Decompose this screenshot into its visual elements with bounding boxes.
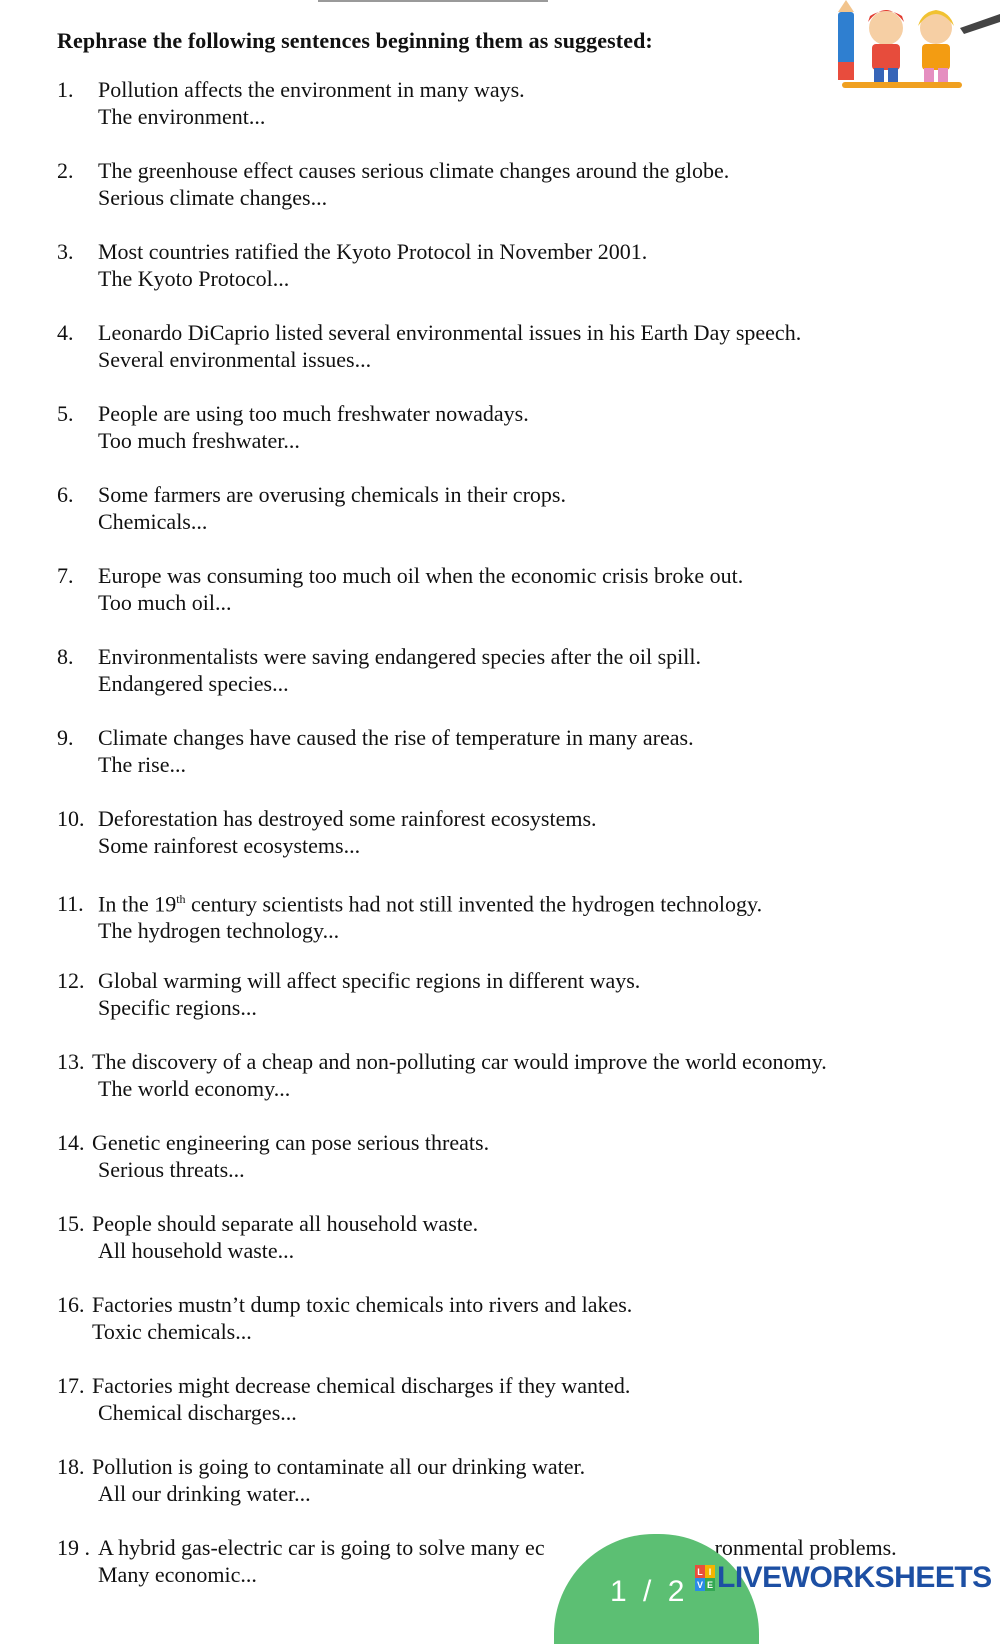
question-sentence: Leonardo DiCaprio listed several environmental issues in his Earth Day speech. bbox=[98, 320, 802, 345]
question-2 bbox=[57, 157, 957, 211]
answer-prompt: Chemicals... bbox=[98, 509, 208, 534]
question-13 bbox=[57, 1048, 957, 1102]
question-11 bbox=[57, 886, 957, 944]
page-indicator: 1 / 2 bbox=[610, 1575, 689, 1608]
question-sentence-end: century scientists had not still invented the hydrogen technology. bbox=[185, 891, 763, 917]
question-5 bbox=[57, 400, 957, 454]
question-8 bbox=[57, 643, 957, 697]
question-15 bbox=[57, 1210, 957, 1264]
question-number: 19 . bbox=[57, 1535, 90, 1560]
question-sentence: Pollution is going to contaminate all our drinking water. bbox=[92, 1454, 586, 1479]
answer-prompt: Several environmental issues... bbox=[98, 347, 372, 372]
answer-prompt: Toxic chemicals... bbox=[92, 1319, 252, 1344]
answer-prompt: The Kyoto Protocol... bbox=[98, 266, 290, 291]
question-number: 7. bbox=[57, 563, 74, 588]
top-rule bbox=[318, 0, 548, 2]
question-number: 3. bbox=[57, 239, 74, 264]
question-18 bbox=[57, 1453, 957, 1507]
answer-prompt: The world economy... bbox=[98, 1076, 291, 1101]
question-sentence: Most countries ratified the Kyoto Protocol in November 2001. bbox=[98, 239, 648, 264]
question-7 bbox=[57, 562, 957, 616]
answer-prompt: Many economic... bbox=[98, 1562, 257, 1587]
question-sentence: Climate changes have caused the rise of temperature in many areas. bbox=[98, 725, 694, 750]
question-number: 12. bbox=[57, 968, 85, 993]
question-number: 5. bbox=[57, 401, 74, 426]
answer-prompt: Endangered species... bbox=[98, 671, 289, 696]
answer-prompt: Chemical discharges... bbox=[98, 1400, 297, 1425]
question-sentence-start: A hybrid gas-electric car is going to solve many ec bbox=[98, 1535, 545, 1560]
answer-prompt: The environment... bbox=[98, 104, 266, 129]
question-number: 15. bbox=[57, 1211, 85, 1236]
worksheet-title: Rephrase the following sentences beginning them as suggested: bbox=[57, 28, 653, 53]
question-sentence: Environmentalists were saving endangered species after the oil spill. bbox=[98, 644, 701, 669]
question-16 bbox=[57, 1291, 957, 1345]
answer-prompt: Specific regions... bbox=[98, 995, 257, 1020]
question-sentence: Some farmers are overusing chemicals in their crops. bbox=[98, 482, 566, 507]
question-sentence: People should separate all household waste. bbox=[92, 1211, 479, 1236]
question-14 bbox=[57, 1129, 957, 1183]
question-sentence: Pollution affects the environment in many ways. bbox=[98, 77, 525, 102]
question-sentence: The greenhouse effect causes serious climate changes around the globe. bbox=[98, 158, 730, 183]
question-number: 13. bbox=[57, 1049, 85, 1074]
answer-prompt: The rise... bbox=[98, 752, 186, 777]
question-sentence: Factories mustn’t dump toxic chemicals into rivers and lakes. bbox=[92, 1292, 633, 1317]
question-sentence: Deforestation has destroyed some rainforest ecosystems. bbox=[98, 806, 597, 831]
question-number: 1. bbox=[57, 77, 74, 102]
question-sentence: Genetic engineering can pose serious threats. bbox=[92, 1130, 490, 1155]
question-17 bbox=[57, 1372, 957, 1426]
question-sentence: Global warming will affect specific regions in different ways. bbox=[98, 968, 641, 993]
question-number: 8. bbox=[57, 644, 74, 669]
question-sentence: Europe was consuming too much oil when the economic crisis broke out. bbox=[98, 563, 744, 588]
answer-prompt: Too much oil... bbox=[98, 590, 232, 615]
answer-prompt: Serious threats... bbox=[98, 1157, 245, 1182]
liveworksheets-brand[interactable] bbox=[695, 1561, 992, 1595]
answer-prompt: Serious climate changes... bbox=[98, 185, 328, 210]
question-1 bbox=[57, 76, 957, 130]
question-number: 2. bbox=[57, 158, 74, 183]
question-3 bbox=[57, 238, 957, 292]
question-number: 10. bbox=[57, 806, 85, 831]
question-number: 4. bbox=[57, 320, 74, 345]
question-9 bbox=[57, 724, 957, 778]
question-number: 6. bbox=[57, 482, 74, 507]
brand-name: LIVEWORKSHEETS bbox=[717, 1561, 992, 1594]
answer-prompt: The hydrogen technology... bbox=[98, 918, 340, 944]
question-sentence: People are using too much freshwater nowadays. bbox=[98, 401, 529, 426]
question-number: 18. bbox=[57, 1454, 85, 1479]
question-number: 16. bbox=[57, 1292, 85, 1317]
question-sentence: Factories might decrease chemical discharges if they wanted. bbox=[92, 1373, 631, 1398]
liveworksheets-logo-icon: L I V E bbox=[696, 1566, 713, 1590]
question-number: 14. bbox=[57, 1130, 85, 1155]
question-4 bbox=[57, 319, 957, 373]
question-sentence: The discovery of a cheap and non-polluting car would improve the world economy. bbox=[92, 1049, 827, 1074]
answer-prompt: Some rainforest ecosystems... bbox=[98, 833, 361, 858]
answer-prompt: All household waste... bbox=[98, 1238, 295, 1263]
question-number: 11. bbox=[57, 891, 84, 917]
question-number: 9. bbox=[57, 725, 74, 750]
question-10 bbox=[57, 805, 957, 859]
question-12 bbox=[57, 967, 957, 1021]
question-number: 17. bbox=[57, 1373, 85, 1398]
question-sentence-start: In the 19 bbox=[98, 891, 177, 917]
answer-prompt: Too much freshwater... bbox=[98, 428, 300, 453]
superscript-ordinal: th bbox=[176, 892, 186, 906]
question-sentence-end: ronmental problems. bbox=[714, 1535, 897, 1560]
answer-prompt: All our drinking water... bbox=[98, 1481, 311, 1506]
question-6 bbox=[57, 481, 957, 535]
